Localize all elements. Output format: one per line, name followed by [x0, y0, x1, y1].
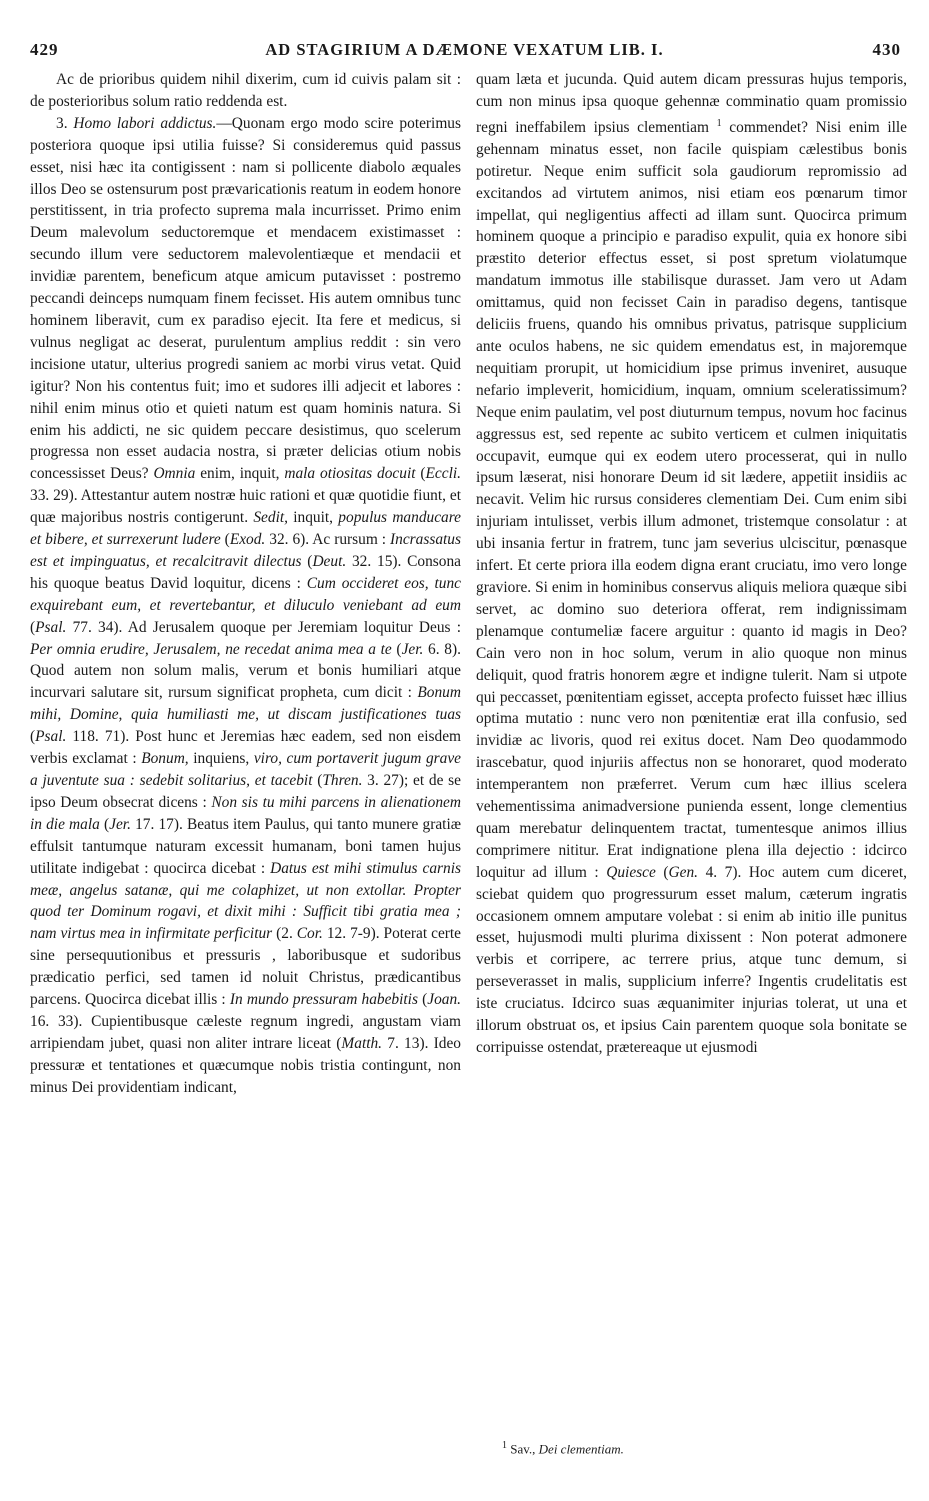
quotation: In mundo pressuram habebitis — [229, 991, 418, 1009]
body-text: 3. 27); et de se ipso Deum obsecrat dicens : — [30, 772, 461, 811]
body-text: ( — [655, 863, 669, 881]
scripture-reference: Thren. — [322, 772, 363, 789]
quotation: Cum occideret eos, tunc exquirebant eum, et revertebantur, et diluculo veniebant ad eum — [30, 574, 461, 614]
quotation: Datus est mihi stimulus carnis meæ, angelus satanæ, qui me colaphizet, ut non extollar. Propter quod ter Dominum rogavi, et dixit mihi : Sufficit tibi gratia mea ; nam virtus mea in infirmitate perficitur — [30, 859, 461, 943]
quotation: Bonum mihi, Domine, quia humiliasti me, ut discam justificationes tuas — [30, 684, 461, 724]
body-text: commendet? Nisi enim ille gehennam minatus esset, non facile quispiam cælestibus bonis potiretur. Neque enim sufficit sola gaudiorum repromissio ad excitandos ad virtutem animos, nisi etiam eos pœnarum timor impellat, qui negligentius affecti ad illam sunt. Quocirca primum hominem quoque a principio e paradiso expulit, quia ex honore sibi præstito deterior effectus esset, si post spretum violatumque mandatum immotus ille stabilisque durasset. Jam vero ut Adam omittamus, quid non fecisset Cain in paradiso degens, tantisque deliciis fruens, quando his omnibus privatus, patrisque supplicium ante oculos habens, ne sic quidem emendatus est, in majoremque nequitiam prorupit, ut homicidium ipse primus inveniret, ausuque nefario impleverit, homicidium, inquam, omnium sceleratissimum? Neque enim paulatim, vel post diuturnum tempus, novum hoc facinus aggressus est, sed repente ac subito verticem et culmen iniquitatis occupavit, eumque qui ex eodem utero processerat, qui in nullo ipsum læserat, nisi honorare Deum id sit lædere, appetiit insidiis ac necavit. Velim hic rursus consideres clementiam Dei. Cum enim sibi injuriam intulisset, verbis illum admonet, tristemque consolatur : at ubi insania fertur in fratrem, tunc jam severius ulciscitur, pœnasque infert. Et certe priora illa eodem digna erant cruciatu, imo vero longe graviore. Si enim in hominibus conservus aliquis meliora quæque sibi servet, ac domino suo deteriora offerat, rem indignissimam plenamque contumeliæ facere arguitur : quanto id magis in Deo? Cain vero non in hoc solum, verum in alio quoque non minus deliquit, quod fratris honorem ægre et indigne tulerit. Nam si utpote qui peccasset, pœnitentiam egisset, accepta profecto fuisset hæc illius optima mutatio : nunc vero non pœnitentiæ erat illa confusio, sed invidiæ ac livoris, quod rei exitus docet. Nam Deo quodammodo irascebatur, quod injuriis affectus non se honoraret, quod moderato intemperantem non præferret. Verum cum hæc illius scelera vehementissima animadversione punienda essent, longe clementius quam merebatur delinquentem tractat, tumentesque animos illius comprimere nititur. Erat indignatione plena illa dejectio : idcirco loquitur ad illum : — [476, 118, 907, 881]
body-text: 32. 6). Ac rursum : — [265, 531, 391, 549]
scripture-reference: Jer. — [401, 640, 424, 658]
body-text: 6. 8). Quod autem non solum malis, verum et bonis humiliari atque incurvari salutare sit, rursum significat propheta, cum dicit : — [30, 640, 461, 702]
body-text: 4. 7). Hoc autem cum diceret, sciebat quidem quo progressurum esset malum, cæterum ingratis occasionem omnem amputare volebat : si enim ab initio ille punitus esset, hujusmodi multi plurima dixissent : Non poterat admonere verbis et corripere, ac terrere prius, atque tunc demum, si perseverasset in malis, supplicium inferre? Ingentis crudelitatis est iste cruciatus. Idcirco suas æquanimiter injurias tolerat, ut una et illorum obstruat os, et ipsius Cain parentem quoque sola bonitate se corripuisse ostendat, prætereaque ut ejusmodi — [476, 863, 907, 1056]
scripture-reference: Exod. — [229, 531, 266, 549]
quotation: Quiesce — [606, 863, 656, 881]
paragraph-section-3 — [30, 113, 461, 1099]
left-column — [30, 69, 461, 1099]
body-text: ( — [30, 618, 36, 636]
quotation: Per omnia erudire, Jerusalem, ne recedat anima mea a te — [30, 640, 392, 658]
section-heading: Homo labori addictus. — [73, 114, 217, 132]
body-text: 118. 71). Post hunc et Jeremias hæc eadem, sed non eisdem verbis exclamat : — [30, 728, 461, 768]
body-text: ( — [391, 640, 402, 658]
body-text: ( — [301, 552, 313, 570]
body-text: 17. 17). Beatus item Paulus, qui tanto munere gratiæ effulsit tantumque naturam excessit humanam, boni tamen hujus utilitate indigebat : quocirca dicebat : — [30, 815, 461, 877]
footnote-text: Dei clementiam. — [538, 1441, 624, 1457]
footnote-label: Sav., — [507, 1441, 539, 1457]
body-text: 77. 34). Ad Jerusalem quoque per Jeremiam loquitur Deus : — [66, 618, 461, 636]
body-text: inquiens, — [188, 750, 254, 768]
quotation: mala otiositas docuit — [284, 465, 416, 483]
paragraph-continued — [476, 69, 907, 1059]
running-title: AD STAGIRIUM A DÆMONE VEXATUM LIB. I. — [265, 40, 664, 59]
scripture-reference: Jer. — [109, 815, 131, 833]
scripture-reference: Psal. — [35, 728, 67, 746]
quotation: Omnia — [153, 465, 196, 483]
body-text: (2. — [272, 925, 297, 943]
footnote-reference: 1 — [716, 117, 722, 129]
page-number-left: 429 — [30, 40, 59, 59]
body-text: ( — [99, 815, 110, 833]
body-text: ( — [220, 531, 230, 549]
quotation: Non sis tu mihi parcens in alienationem in die mala — [30, 793, 461, 833]
body-text: 12. 7-9). Poterat certe sine persequutionibus et pressuris , laboribusque et sudoribus prædicatio perfici, sed tamen id noluit Christus, prædicantibus parcens. Quocirca dicebat illis : — [30, 925, 462, 1009]
section-number: 3. — [56, 114, 68, 132]
body-text: quam læta et jucunda. Quid autem dicam pressuras hujus temporis, cum non minus ipsa quoque gehennæ comminatio quam promissio regni ineffabilem ipsius clementiam — [476, 71, 907, 136]
scripture-reference: Gen. — [668, 863, 699, 881]
body-text: enim, inquit, — [195, 465, 285, 483]
scripture-reference: Deut. — [312, 552, 347, 570]
body-text: 32. 15). Consona his quoque beatus David loquitur, dicens : — [30, 552, 462, 592]
footnote-marker: 1 — [502, 1440, 507, 1451]
scripture-reference: Joan. — [427, 991, 461, 1009]
quotation: Sedit, — [253, 509, 288, 527]
scripture-reference: Matth. — [341, 1034, 383, 1052]
page-number-right: 430 — [872, 40, 901, 59]
scripture-reference: Psal. — [35, 618, 67, 636]
body-text: ( — [415, 465, 426, 483]
body-text: 33. 29). Attestantur autem nostræ huic rationi et quæ quotidie fiunt, et quæ majoribus nostris contigerunt. — [30, 487, 461, 527]
body-text: ( — [30, 728, 36, 746]
body-text: 16. 33). Cupientibusque cæleste regnum ingredi, angustam viam arripiendam jubet, quasi non aliter intrare liceat ( — [30, 1012, 461, 1052]
body-text: inquit, — [287, 509, 339, 527]
right-column — [476, 69, 907, 1059]
scripture-reference: Cor. — [296, 925, 323, 943]
quotation: Bonum, — [141, 750, 189, 768]
footnote — [502, 1437, 902, 1458]
body-text: —Quonam ergo modo scire poterimus posteriora quoque ipsi utilia fuisse? Si consideremus quid passus esset, nisi hæc ita contigissent : nam si pollicente diabolo æquales illos Deo se ostensurum post prævaricationis reatum in eodem honore perstitissent, in tria profecto suprema mala incurrisset. Primo enim Deum malevolum seductoremque et mendacem existimasset : secundo illum vere seductorem malevolentiæque et mendacii et invidiæ parentem, beneficum atque amicum putavisset : postremo peccandi deinceps numquam finem fecisset. His autem omnibus tunc hominem liberavit, cum ex paradiso ejecit. Ita fere et medicus, si vulnus negligat ac deserat, purulentum amplius reddit : sin vero incisione utatur, ulterius progredi saniem ac morbi virus vetat. Quid igitur? Non his contentus fuit; imo et sudores illi adjecit et labores : nihil enim minus otio et quieti natum est quam hominis natura. Si enim his addicti, ne sic quidem peccare desistimus, quo scelerum progressa non esset audacia nostra, si præter delicias otium nobis concessisset Deus? — [30, 114, 461, 483]
quotation: Incrassatus est et impinguatus, et recalcitravit dilectus — [30, 531, 461, 570]
quotation: viro, cum portaverit jugum grave a juventute sua : sedebit solitarius, et tacebit — [30, 750, 461, 789]
paragraph-intro: Ac de prioribus quidem nihil dixerim, cum id cuivis palam sit : de posterioribus solum ratio reddenda est. — [30, 71, 461, 110]
body-text: 7. 13). Ideo pressuræ et tentationes et quæcumque nobis tristia contingunt, non minus Dei providentiam indicant, — [30, 1034, 462, 1096]
quotation: populus manducare et bibere, et surrexerunt ludere — [30, 509, 461, 549]
body-text: ( — [312, 772, 323, 789]
scripture-reference: Eccli. — [425, 465, 461, 483]
body-text: ( — [417, 991, 428, 1009]
